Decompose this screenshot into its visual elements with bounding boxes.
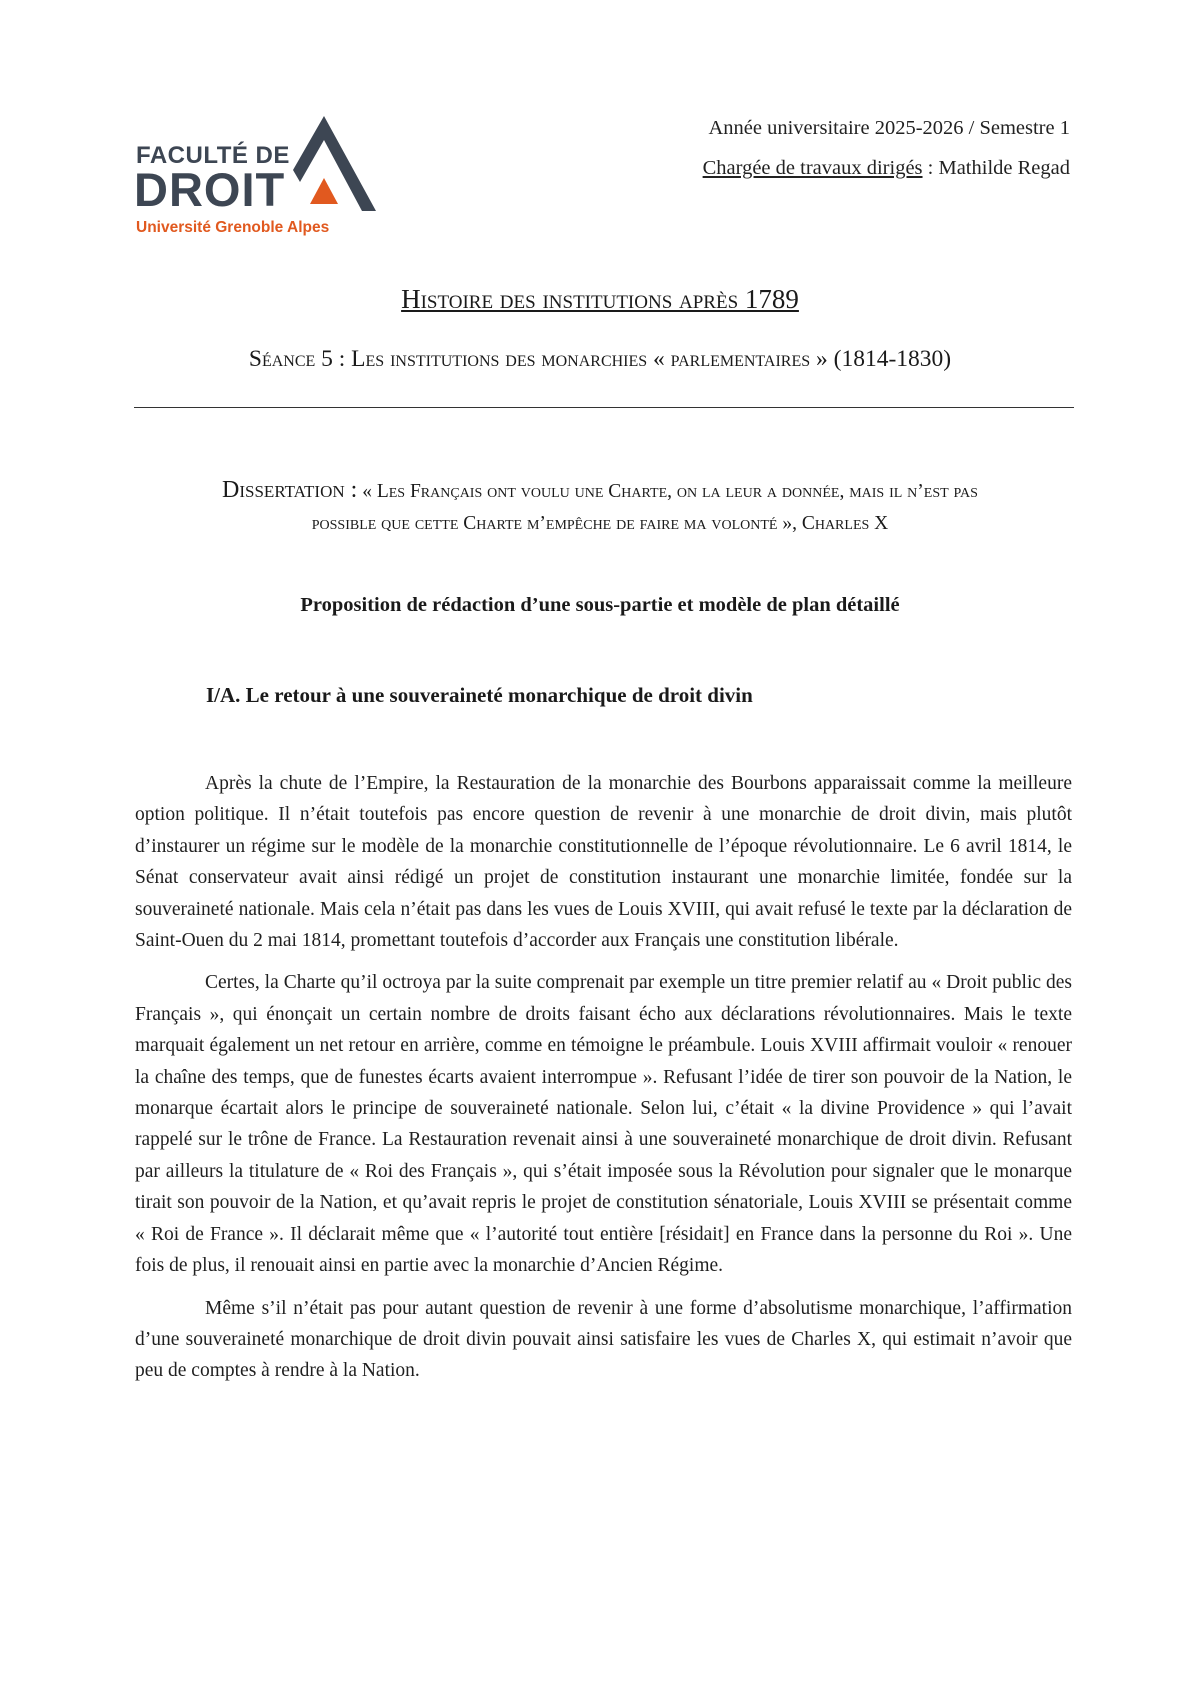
dissertation-line-1 (140, 472, 1060, 509)
tutor-name: Mathilde Regad (938, 157, 1070, 179)
essay-body (135, 768, 1072, 1398)
section-heading: I/A. Le retour à une souveraineté monarchique de droit divin (206, 683, 753, 707)
title-divider (134, 407, 1074, 408)
proposal-title: Proposition de rédaction d’une sous-partie et modèle de plan détaillé (300, 594, 900, 616)
dissertation-subject (140, 472, 1060, 539)
session-title: Séance 5 : Les institutions des monarchies « parlementaires » (1814-1830) (248, 346, 952, 372)
dissertation-quote-2: possible que cette Charte m’empêche de faire ma volonté », Charles X (311, 513, 889, 535)
academic-year: Année universitaire 2025-2026 / Semestre 1 (708, 117, 1070, 139)
tutor-separator: : (922, 157, 939, 179)
tutor-line (703, 156, 1070, 181)
dissertation-label: Dissertation : (222, 477, 358, 503)
logo-line-droit: DROIT (134, 163, 286, 216)
logo-line-university: Université Grenoble Alpes (136, 219, 330, 236)
paragraph: Après la chute de l’Empire, la Restauration de la monarchie des Bourbons apparaissait comme la meilleure option politique. Il n’était toutefois pas encore question de revenir à une monarchie de droit divin, mais plutôt d’instaurer un régime sur le modèle de la monarchie constitutionnelle de l’époque révolutionnaire. Le 6 avril 1814, le Sénat conservateur avait ainsi rédigé un projet de constitution instaurant une monarchie limitée, fondée sur la souveraineté nationale. Mais cela n’était pas dans les vues de Louis XVIII, qui avait refusé le texte par la déclaration de Saint-Ouen du 2 mai 1814, promettant toutefois d’accorder aux Français une constitution libérale. (135, 773, 1072, 952)
paragraph: Certes, la Charte qu’il octroya par la suite comprenait par exemple un titre premier relatif au « Droit public des Français », qui énonçait un certain nombre de droits faisant écho aux déclarations révolutionnaires. Mais le texte marquait également un net retour en arrière, comme en témoigne le préambule. Louis XVIII affirmait vouloir « renouer la chaîne des temps, que de funestes écarts avaient interrompue ». Refusant l’idée de tirer son pouvoir de la Nation, le monarque écartait alors le principe de souveraineté nationale. Selon lui, c’était « la divine Providence » qui l’avait rappelé sur le trône de France. La Restauration revenait ainsi à une souveraineté monarchique de droit divin. Refusant par ailleurs la titulature de « Roi des Français », qui s’était imposée sous la Révolution pour signaler que le monarque tirait son pouvoir de la Nation, et qu’avait repris le projet de constitution sénatoriale, Louis XVIII se présentait comme « Roi de France ». Il déclarait même que « l’autorité tout entière [résidait] en France dans la personne du Roi ». Une fois de plus, il renouait ainsi en partie avec la monarchie d’Ancien Régime. (135, 972, 1072, 1277)
logo-chevron-icon (286, 116, 376, 218)
logo-line-faculte: FACULTÉ DE (136, 142, 290, 169)
tutor-label: Chargée de travaux dirigés (702, 157, 923, 179)
faculty-logo (136, 116, 376, 241)
paragraph: Même s’il n’était pas pour autant question de revenir à une forme d’absolutisme monarchique, l’affirmation d’une souveraineté monarchique de droit divin pouvait ainsi satisfaire les vues de Charles X, qui estimait n’avoir que peu de comptes à rendre à la Nation. (135, 1297, 1072, 1382)
dissertation-quote-1: « Les Français ont voulu une Charte, on la leur a donnée, mais il n’est pas (362, 481, 978, 502)
course-title: Histoire des institutions après 1789 (401, 284, 799, 314)
